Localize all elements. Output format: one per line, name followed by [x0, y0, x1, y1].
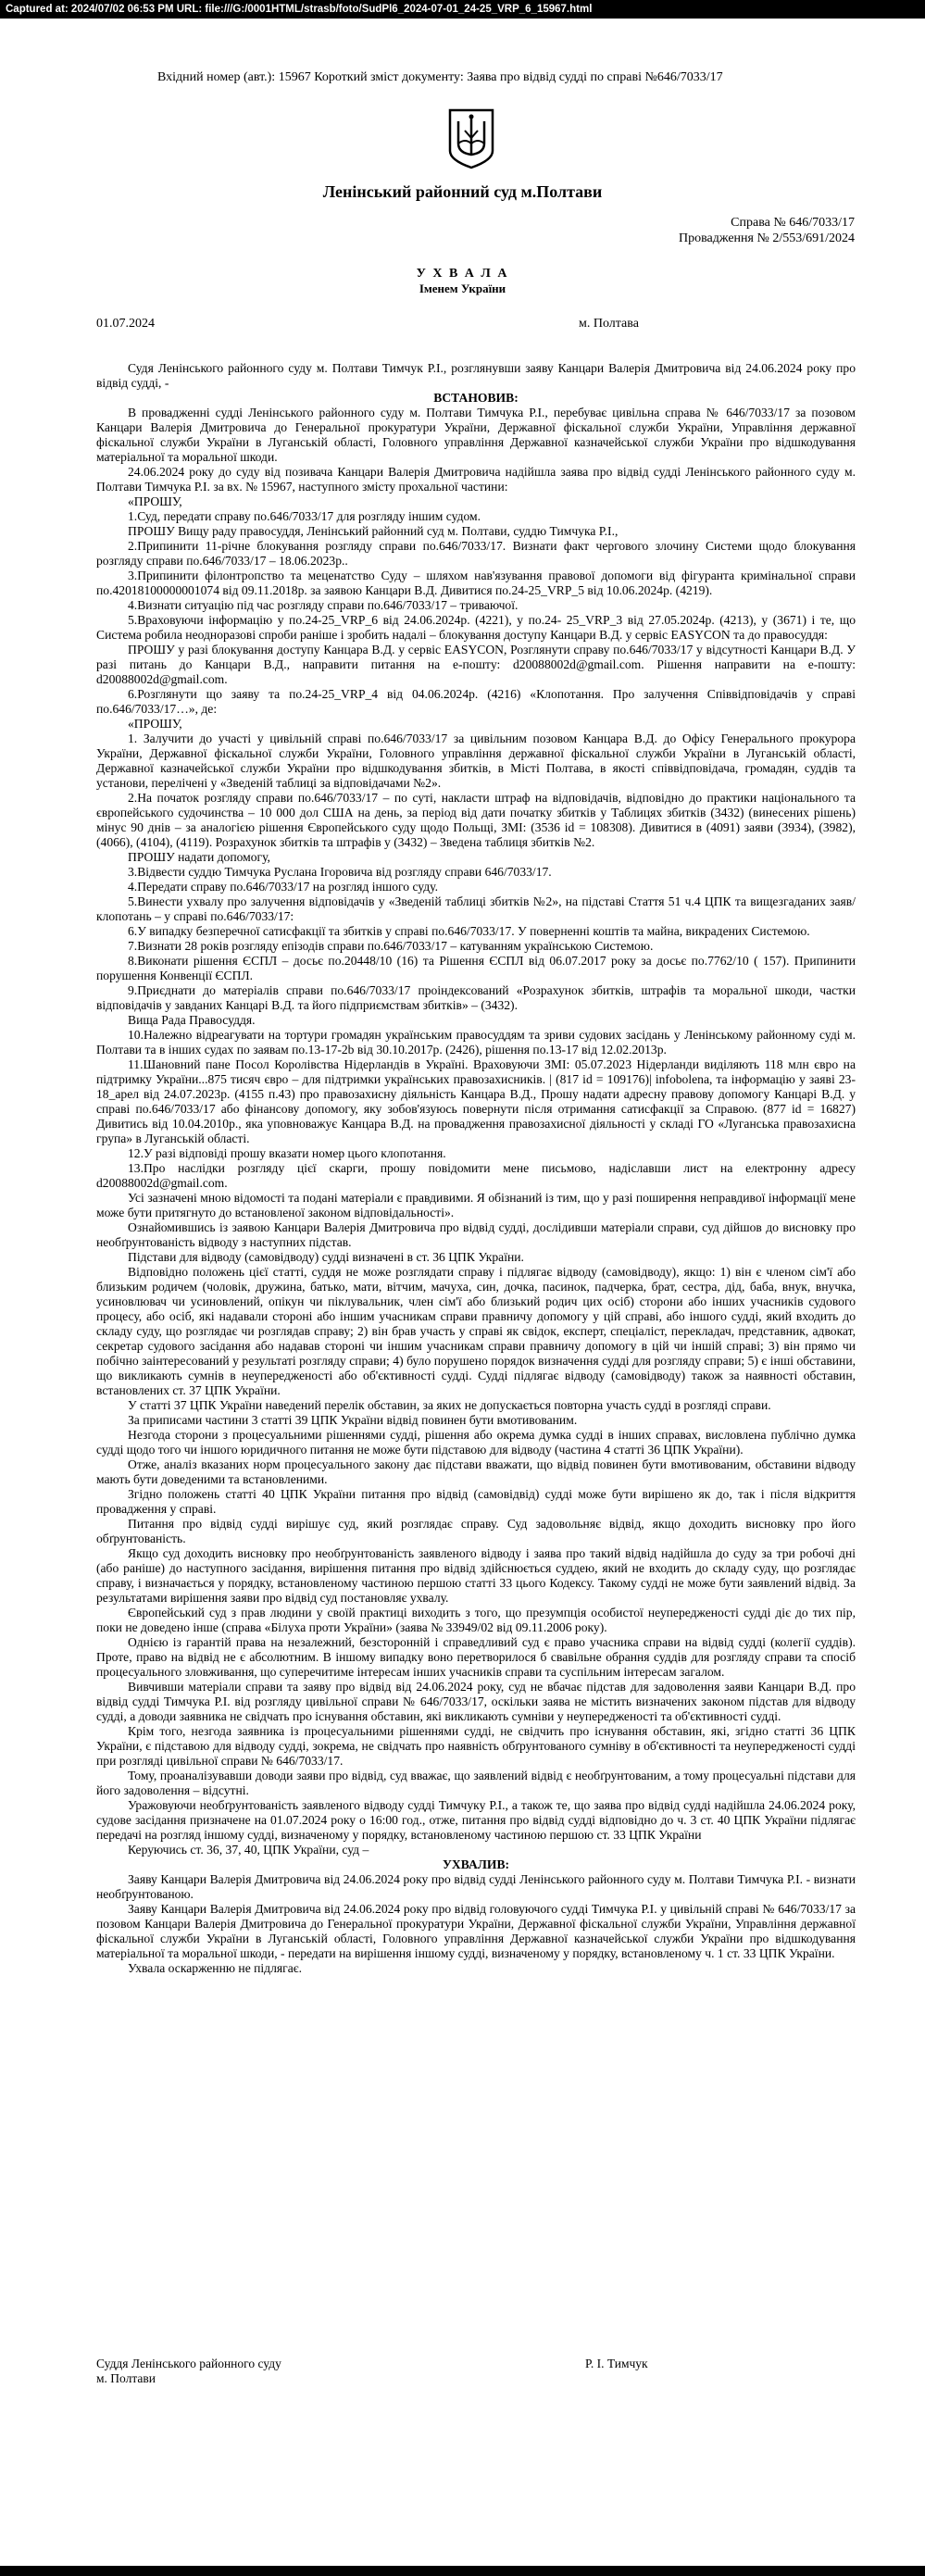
paragraph: 4.Визнати ситуацію під час розгляду справи по.646/7033/17 – триваючої. [128, 598, 519, 612]
paragraph: Судя Ленінського районного суду м. Полтави Тимчук Р.І., розглянувши заяву Канцари Валерія Дмитровича від 24.06.2024 року про відвід судді, - [96, 361, 856, 390]
paragraph: 24.06.2024 року до суду від позивача Канцари Валерія Дмитровича надійшла заява про відвід судді Ленінського районного суду м. Полтави Тимчука Р.І. за вх. № 15967, наступного змісту прохальної частини: [96, 465, 856, 494]
signature-position-line1: Суддя Ленінського районного суду [96, 2357, 281, 2370]
bottom-bar [0, 2566, 925, 2576]
paragraph: Незгода сторони з процесуальними рішеннями судді, рішення або окрема думка судді в інших справах, висловлена публічно думка судді щодо того чи іншого юридичного питання не може бути підставою для відводу (частина 4 статті 36 ЦПК України). [96, 1428, 856, 1457]
paragraph: За приписами частини 3 статті 39 ЦПК України відвід повинен бути вмотивованим. [128, 1413, 578, 1427]
paragraph: Керуючись ст. 36, 37, 40, ЦПК України, суд – [128, 1843, 369, 1857]
paragraph: Європейський суд з прав людини у своїй практиці виходить з того, що презумпція особистої неупередженості судді діє до тих пір, поки не доведено інше (справа «Білуха проти України» (заява № 33949/02 від 09.11.2006 року). [96, 1606, 856, 1634]
paragraph: «ПРОШУ, [128, 717, 182, 731]
paragraph: У статті 37 ЦПК України наведений перелік обставин, за яких не допускається повторна участь судді в розгляді справи. [128, 1398, 771, 1412]
incoming-number-line: Вхідний номер (авт.): 15967 Короткий зміст документу: Заява про відвід судді по справі №646/7033/17 [157, 70, 723, 84]
paragraph: 1. Залучити до участі у цивільній справі по.646/7033/17 за цивільним позовом Канцара В.Д. до Офісу Генерального прокурора України, Державної фіскальної служби України, Головного управління державної фіскальної служби України в Луганській області, Державної казначейської служби України про відшкодування збитків, в Місті Полтава, в якості співвідповідача, громадян, суддів та установи, перелічені у «Зведеній таблиці за відповідачами №2». [96, 732, 856, 790]
document-subtitle: Іменем України [419, 281, 506, 295]
paragraph: Згідно положень статті 40 ЦПК України питання про відвід (самовідвід) судді може бути вирішено як до, так і після відкриття провадження у справі. [96, 1487, 856, 1516]
paragraph: 9.Приєднати до матеріалів справи по.646/7033/17 проіндексований «Розрахунок збитків, штрафів та моральної шкоди, частки відповідачів у завданих Канцарі В.Д. та його підприємствам збитків» – (3432). [96, 983, 856, 1012]
paragraph: 4.Передати справу по.646/7033/17 на розгляд іншого суду. [128, 880, 438, 894]
signature-judge-name: Р. І. Тимчук [585, 2357, 648, 2370]
document-title: У Х В А Л А [416, 267, 509, 281]
case-info [679, 215, 855, 246]
paragraph: Відповідно положень цієї статті, суддя не може розглядати справу і підлягає відводу (самовідводу), якщо: 1) він є членом сім'ї або близьким родичем (чоловік, дружина, батько, мати, вітчим, мачуха, син, дочка, пасинок, падчерка, брат, сестра, дід, баба, внук, внучка, усиновлювач чи усиновлений, опікун чи піклувальник, член сім'ї або близький родич цих осіб) сторони або інших учасників судового процесу, або осіб, які надавали стороні або іншим учасникам справи правничу допомогу у цій справі, або іншого судді, який входить до складу суду, що розглядає чи розглядав справу; 2) він брав участь у справі як свідок, експерт, спеціаліст, перекладач, представник, адвокат, секретар судового засідання або надавав стороні чи іншим учасникам справи правничу допомогу в цій чи іншій справі; 3) він прямо чи побічно заінтересований у результаті розгляду справи; 4) було порушено порядок визначення судді для розгляду справи; 5) є інші обставини, що викликають сумнів в неупередженості або об'єктивності судді. Судді підлягає відводу (самовідводу) також за наявності обставин, встановлених ст. 37 ЦПК України. [96, 1265, 856, 1397]
paragraph: «ПРОШУ, [128, 494, 182, 508]
paragraph: 11.Шановний пане Посол Королівства Нідерландів в Україні. Враховуючи ЗМІ: 05.07.2023 Нідерланди виділяють 118 млн євро на підтримку України...875 тисяч євро – для підтримки українських правозахисників. | (817 id = 109176)| infobolena, та інформацію у заяві 23-18_арел від 24.07.2023р. (4155 п.43) про правозахисну діяльність Канцара В.Д., Прошу надати адресну правову допомогу Канцарі В.Д. у справі по.646/7033/17 або фінансову допомогу, яку зобов'язуюсь повернути після отримання сатисфакції за Справою. (877 id = 16827) Дивитись від 10.04.2010р., яка уповноважує Канцара В.Д. на провадження правозахисної діяльності у складі ГО «Луганська правозахисна група» в Луганській області. [96, 1057, 856, 1145]
paragraph: 5.Враховуючи інформацію у по.24-25_VRP_6 від 24.06.2024р. (4221), у по.24- 25_VRP_3 від 27.05.2024р. (4213), у (3671) і те, що Система робила неодноразові спроби раніше і зробить надалі – блокування доступу Канцари В.Д. у сервіс EASYCON та до правосуддя: [96, 613, 856, 642]
paragraph: 8.Виконати рішення ЄСПЛ – досьє по.20448/10 (16) та Рішення ЄСПЛ від 06.07.2017 року за досьє по.7762/10 ( 157). Припинити порушення Конвенції ЄСПЛ. [96, 954, 856, 982]
paragraph: Крім того, незгода заявника із процесуальними рішеннями судді, не свідчить про існування обставин, які, згідно статті 36 ЦПК України, є підставою для відводу судді, зокрема, не свідчать про наявність обґрунтованого сумніву в об'єктивності та неупередженості судді при розгляді цивільної справи № 646/7033/17. [96, 1724, 856, 1768]
paragraph: Заяву Канцари Валерія Дмитровича від 24.06.2024 року про відвід головуючого судді Тимчука Р.І. у цивільній справі № 646/7033/17 за позовом Канцари Валерія Дмитровича до Генеральної прокуратури України, Державної фіскальної служби України, Управління державної фіскальної служби України в Луганській області, Головного управління Державної казначейської служби України про відшкодування матеріальної та моральної шкоди, - передати на вирішення іншому судді, визначеному у порядку, встановленому ч. 1 ст. 33 ЦПК України. [96, 1902, 856, 1960]
ruling-body [96, 361, 856, 1976]
paragraph: Вивчивши матеріали справи та заяву про відвід від 24.06.2024 року, суд не вбачає підстав для задоволення заяви Канцари В.Д. про відвід судді Тимчука Р.І. від розгляду цивільної справи № 646/7033/17, оскільки заява не містить визначених законом підстав для відводу судді, а доводи заявника не свідчать про існування обставин, які викликають сумніви у неупередженості та об'єктивності судді. [96, 1680, 856, 1723]
paragraph: 10.Належно відреагувати на тортури громадян українським правосуддям та зриви судових засідань у Ленінському районному суді м. Полтави та в інших судах по заявам по.13-17-2b від 30.10.2017р. (2426), рішення по.13-17 від 12.02.2013р. [96, 1028, 856, 1057]
paragraph: Ухвала оскарженню не підлягає. [128, 1961, 302, 1975]
paragraph: Якщо суд доходить висновку про необґрунтованість заявленого відводу і заява про такий відвід надійшла до суду за три робочі дні (або раніше) до наступного засідання, вирішення питання про відвід здійснюється суддею, який не входить до складу суду, що розглядає справу, і визначається у порядку, встановленому частиною першою статті 33 цього Кодексу. Такому судді не може бути заявлений відвід. За результатами вирішення заяви про відвід суд постановляє ухвалу. [96, 1546, 856, 1605]
paragraph: 5.Винести ухвалу про залучення відповідачів у «Зведеній таблиці збитків №2», на підставі Стаття 51 ч.4 ЦПК та вищезгаданих заяв/клопотань – у справі по.646/7033/17: [96, 894, 856, 923]
paragraph: Заяву Канцари Валерія Дмитровича від 24.06.2024 року про відвід судді Ленінського районного суду м. Полтави Тимчука Р.І. - визнати необґрунтованою. [96, 1872, 856, 1901]
court-name: Ленінський районний суд м.Полтави [322, 182, 603, 201]
ukraine-trident-emblem-icon [446, 106, 496, 171]
paragraph: Усі зазначені мною відомості та подані матеріали є правдивими. Я обізнаний із тим, що у разі поширення неправдивої інформації мене може бути притягнуто до встановленої законом відповідальності». [96, 1191, 856, 1219]
paragraph: 3.Припинити філонтропство та меценатство Суду – шляхом нав'язування правової допомоги від фігуранта кримінальної справи по.42018100000001074 від 09.11.2018р. за заявою Канцари В.Д. Дивитися по.24-25_VRP_5 від 10.06.2024р. (4219). [96, 569, 856, 597]
signature-position [96, 2357, 281, 2386]
section-heading: УХВАЛИВ: [442, 1857, 510, 1871]
paragraph: 6.Розглянути що заяву та по.24-25_VRP_4 від 04.06.2024р. (4216) «Клопотання. Про залучення Співвідповідачів у справі по.646/7033/17…», де: [96, 687, 856, 716]
document-city: м. Полтава [579, 317, 639, 331]
signature-position-line2: м. Полтави [96, 2371, 156, 2385]
paragraph: 7.Визнати 28 років розгляду епізодів справи по.646/7033/17 – катуванням українською Системою. [128, 939, 654, 953]
paragraph: В провадженні судді Ленінського районного суду м. Полтави Тимчука Р.І., перебуває цивільна справа № 646/7033/17 за позовом Канцари Валерія Дмитровича до Генеральної прокуратури України, Державної фіскальної служби України, Управління державної фіскальної служби України в Луганській області, Головного управління Державної казначейської служби України про відшкодування матеріальної та моральної шкоди. [96, 406, 856, 464]
paragraph: 12.У разі відповіді прошу вказати номер цього клопотання. [128, 1146, 446, 1160]
paragraph: ПРОШУ Вищу раду правосуддя, Ленінський районний суд м. Полтави, суддю Тимчука Р.І., [128, 524, 619, 538]
paragraph: ПРОШУ у разі блокування доступу Канцара В.Д. у сервіс EASYCON, Розглянути справу по.646/7033/17 у відсутності Канцари В.Д. У разі питань до Канцари В.Д., направити питання на e-пошту: d20088002d@gmail.com. Рішення направити на e-пошту: d20088002d@gmail.com. [96, 643, 856, 686]
paragraph: 3.Відвести суддю Тимчука Руслана Ігоровича від розгляду справи 646/7033/17. [128, 865, 552, 879]
paragraph: Тому, проаналізувавши доводи заяви про відвід, суд вважає, що заявлений відвід є необґрунтованим, а тому процесуальні підстави для його задоволення – відсутні. [96, 1769, 856, 1797]
paragraph: 13.Про наслідки розгляду цієї скарги, прошу повідомити мене письмово, надіславши лист на електронну адресу d20088002d@gmail.com. [96, 1161, 856, 1190]
section-heading: ВСТАНОВИВ: [433, 391, 519, 405]
paragraph: 6.У випадку безперечної сатисфакції та збитків у справі по.646/7033/17. У поверненні коштів та майна, викрадених Системою. [128, 924, 810, 938]
paragraph: ПРОШУ надати допомогу, [128, 850, 270, 864]
paragraph: Отже, аналіз вказаних норм процесуального закону дає підстави вважати, що відвід повинен бути вмотивованим, обставини відводу мають бути доведеними та встановленими. [96, 1457, 856, 1486]
paragraph: 2.На початок розгляду справи по.646/7033/17 – по суті, накласти штраф на відповідачів, відповідно до практики національного та європейського судочинства – 10 000 дол США на день, за період від дати початку збитків у Таблицях збитків (3432) (винесених рішень) мінус 90 днів – за аналогією рішення Європейського суду щодо Польщі, ЗМІ: (3536 id = 108308). Дивитися в (4091) заяви (3934), (3982), (4066), (4104), (4119). Розрахунок збитків та штрафів у (3432) – Зведена таблиця збитків №2. [96, 791, 856, 849]
paragraph: Уражовуючи необґрунтованість заявленого відводу судді Тимчуку Р.І., а також те, що заява про відвід судді надійшла 24.06.2024 року, судове засідання призначене на 01.07.2024 року о 16:00 год., отже, питання про відвід судді відповідно до ч. 3 ст. 40 ЦПК України підлягає передачі на розгляд іншому судді, визначеному у порядку, встановленому частиною першою ст. 33 ЦПК України [96, 1798, 856, 1842]
capture-bar: Captured at: 2024/07/02 06:53 PM URL: file:///G:/0001HTML/strasb/foto/SudPl6_2024-07-01_24-25_VRP_6_15967.html [0, 0, 925, 19]
proceeding-number: Провадження № 2/553/691/2024 [678, 231, 855, 245]
case-number: Справа № 646/7033/17 [731, 216, 855, 230]
paragraph: Вища Рада Правосуддя. [128, 1013, 256, 1027]
paragraph: Однією із гарантій права на незалежний, безсторонній і справедливий суд є право учасника справи на відвід судді (колегії суддів). Проте, право на відвід не є абсолютним. В іншому випадку воно перетворилося б свавільне обрання суддів для розгляду справи та спосіб процесуального зловживання, що суперечитиме інтересам інших учасників справи та суспільним інтересам загалом. [96, 1635, 856, 1679]
paragraph: Питання про відвід судді вирішує суд, який розглядає справу. Суд задовольняє відвід, якщо доходить висновку про його обґрунтованість. [96, 1517, 856, 1545]
paragraph: 2.Припинити 11-річне блокування розгляду справи по.646/7033/17. Визнати факт чергового злочину Системи щодо блокування розгляду справи по.646/7033/17 – 18.06.2023р.. [96, 539, 856, 568]
paragraph: 1.Суд, передати справу по.646/7033/17 для розгляду іншим судом. [128, 509, 481, 523]
paragraph: Ознайомившись із заявою Канцари Валерія Дмитровича про відвід судді, дослідивши матеріали справи, суд дійшов до висновку про необґрунтованість відводу з наступних підстав. [96, 1220, 856, 1249]
paragraph: Підстави для відводу (самовідводу) судді визначені в ст. 36 ЦПК України. [128, 1250, 524, 1264]
document-date: 01.07.2024 [96, 317, 155, 331]
